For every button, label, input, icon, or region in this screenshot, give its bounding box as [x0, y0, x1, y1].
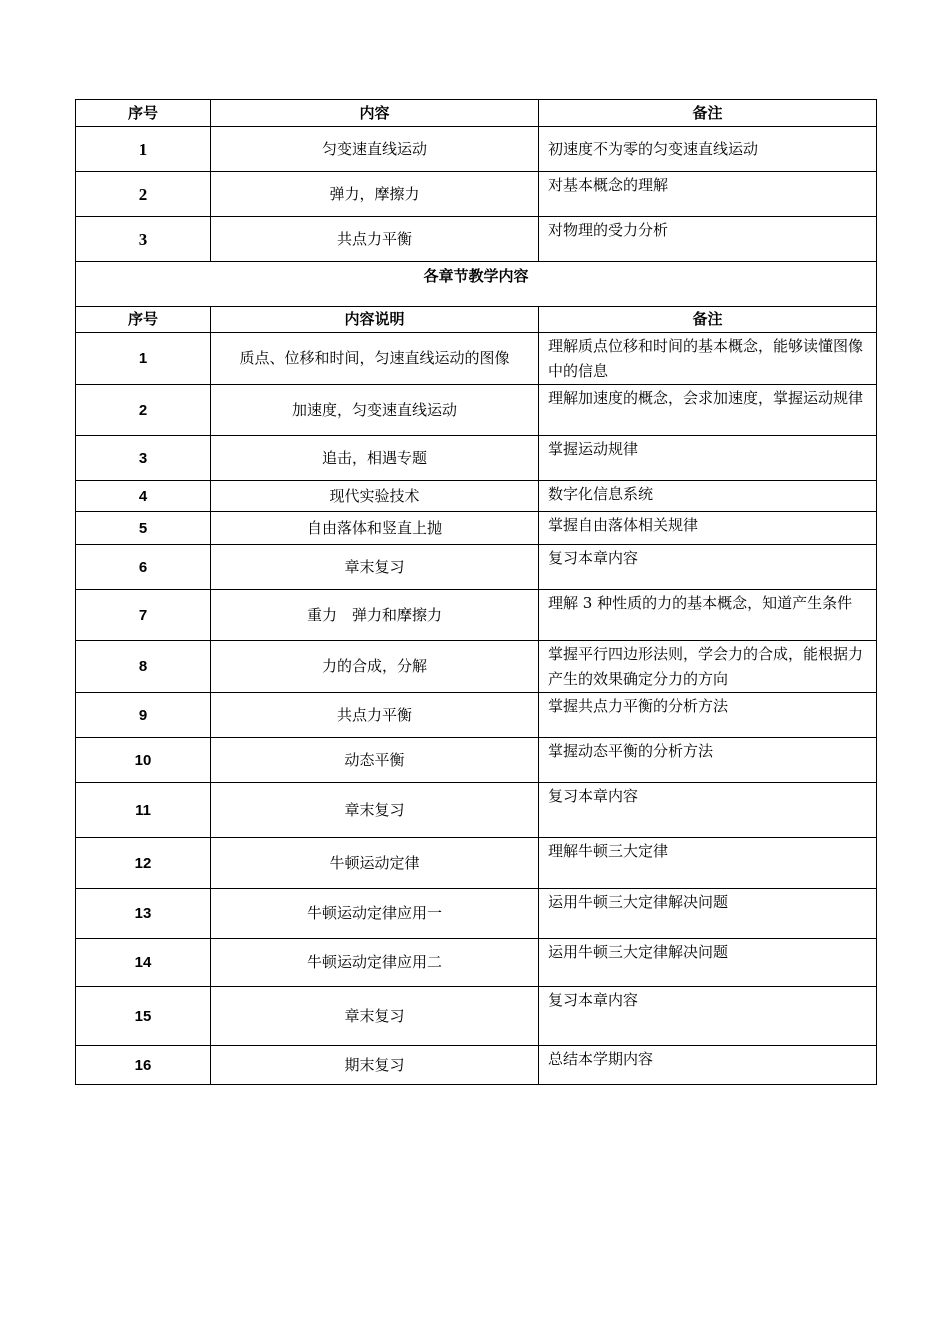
table-row: [76, 590, 877, 641]
table-row: [76, 987, 877, 1046]
table2-header-note: 备注: [539, 307, 877, 333]
row-content: 章末复习: [211, 783, 539, 838]
row-index: 3: [76, 217, 211, 262]
table-row: [76, 693, 877, 738]
table-row: [76, 172, 877, 217]
row-content: 章末复习: [211, 545, 539, 590]
row-content: 现代实验技术: [211, 481, 539, 512]
row-note: 理解加速度的概念，会求加速度，掌握运动规律: [539, 385, 877, 436]
row-content: 共点力平衡: [211, 693, 539, 738]
table2-header-index: 序号: [76, 307, 211, 333]
row-note: 理解牛顿三大定律: [539, 838, 877, 889]
row-content: 牛顿运动定律应用一: [211, 889, 539, 939]
row-note: 对基本概念的理解: [539, 172, 877, 217]
row-index: 13: [76, 889, 211, 939]
table-row: [76, 783, 877, 838]
table-row: [76, 481, 877, 512]
row-note: 理解质点位移和时间的基本概念，能够读懂图像中的信息: [539, 333, 877, 385]
row-content: 匀变速直线运动: [211, 127, 539, 172]
row-index: 14: [76, 939, 211, 987]
row-index: 9: [76, 693, 211, 738]
section-title: 各章节教学内容: [76, 262, 877, 307]
row-index: 16: [76, 1046, 211, 1085]
syllabus-table: [75, 99, 877, 1085]
table-row: [76, 545, 877, 590]
row-index: 3: [76, 436, 211, 481]
row-note: 掌握共点力平衡的分析方法: [539, 693, 877, 738]
table-row: [76, 738, 877, 783]
row-index: 1: [76, 127, 211, 172]
row-content: 力的合成，分解: [211, 641, 539, 693]
row-index: 10: [76, 738, 211, 783]
row-note: 掌握平行四边形法则，学会力的合成，能根据力产生的效果确定分力的方向: [539, 641, 877, 693]
row-note: 掌握运动规律: [539, 436, 877, 481]
row-index: 8: [76, 641, 211, 693]
row-content: 章末复习: [211, 987, 539, 1046]
table2-header-content: 内容说明: [211, 307, 539, 333]
table-row: [76, 889, 877, 939]
table-row: [76, 436, 877, 481]
row-content: 动态平衡: [211, 738, 539, 783]
row-content: 弹力，摩擦力: [211, 172, 539, 217]
row-content: 牛顿运动定律应用二: [211, 939, 539, 987]
row-note: 对物理的受力分析: [539, 217, 877, 262]
row-content: 追击，相遇专题: [211, 436, 539, 481]
row-index: 11: [76, 783, 211, 838]
table-row: [76, 333, 877, 385]
row-index: 5: [76, 512, 211, 545]
row-content: 自由落体和竖直上抛: [211, 512, 539, 545]
row-index: 4: [76, 481, 211, 512]
row-index: 7: [76, 590, 211, 641]
table-row: [76, 641, 877, 693]
table2-header-row: [76, 307, 877, 333]
row-note: 运用牛顿三大定律解决问题: [539, 939, 877, 987]
row-content: 牛顿运动定律: [211, 838, 539, 889]
row-content: 共点力平衡: [211, 217, 539, 262]
table-row: [76, 939, 877, 987]
row-note: 复习本章内容: [539, 783, 877, 838]
row-note: 运用牛顿三大定律解决问题: [539, 889, 877, 939]
row-index: 2: [76, 172, 211, 217]
table-row: [76, 512, 877, 545]
section-title-row: [76, 262, 877, 307]
row-index: 6: [76, 545, 211, 590]
table-row: [76, 838, 877, 889]
table-row: [76, 127, 877, 172]
row-index: 12: [76, 838, 211, 889]
table-row: [76, 385, 877, 436]
table-row: [76, 217, 877, 262]
table1-header-note: 备注: [539, 100, 877, 127]
row-content: 重力 弹力和摩擦力: [211, 590, 539, 641]
row-note: 掌握动态平衡的分析方法: [539, 738, 877, 783]
row-note: 理解 3 种性质的力的基本概念，知道产生条件: [539, 590, 877, 641]
row-index: 1: [76, 333, 211, 385]
row-note: 复习本章内容: [539, 545, 877, 590]
row-note: 初速度不为零的匀变速直线运动: [539, 127, 877, 172]
table1-header-index: 序号: [76, 100, 211, 127]
table-row: [76, 1046, 877, 1085]
row-note: 掌握自由落体相关规律: [539, 512, 877, 545]
row-note: 数字化信息系统: [539, 481, 877, 512]
row-content: 质点、位移和时间，匀速直线运动的图像: [211, 333, 539, 385]
row-index: 15: [76, 987, 211, 1046]
row-note: 总结本学期内容: [539, 1046, 877, 1085]
table1-header-row: [76, 100, 877, 127]
row-index: 2: [76, 385, 211, 436]
table1-header-content: 内容: [211, 100, 539, 127]
row-note: 复习本章内容: [539, 987, 877, 1046]
row-content: 加速度，匀变速直线运动: [211, 385, 539, 436]
row-content: 期末复习: [211, 1046, 539, 1085]
